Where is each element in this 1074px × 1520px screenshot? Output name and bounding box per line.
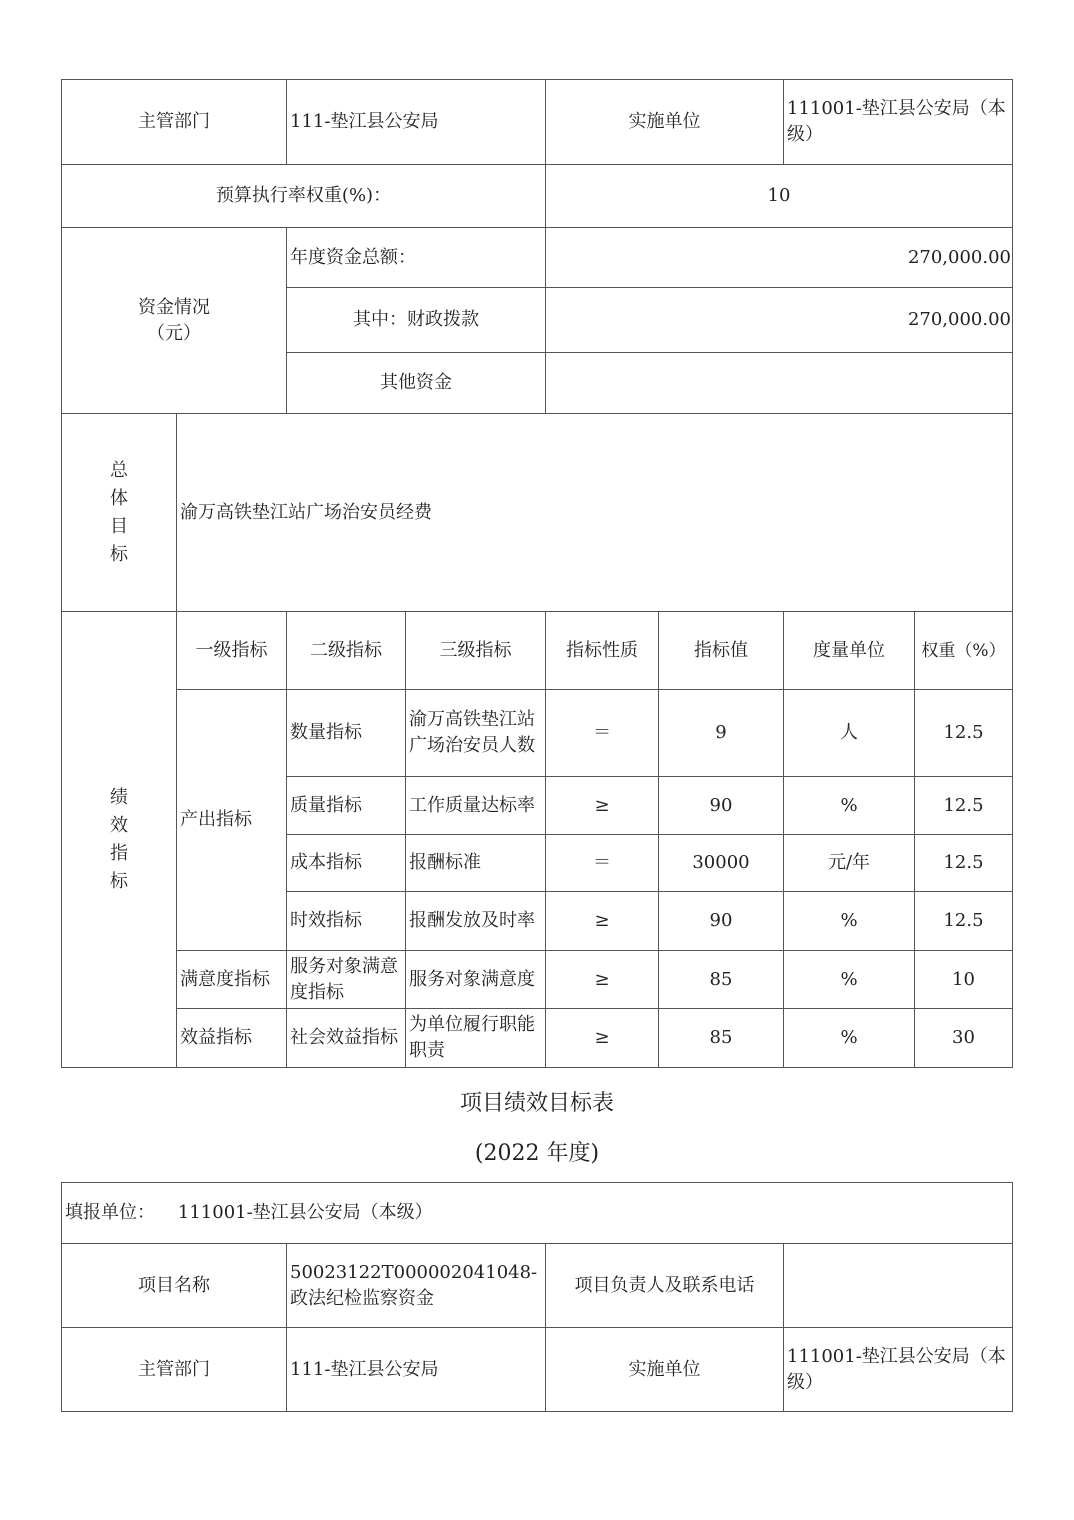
weight-cell: 10 (915, 951, 1013, 1009)
level2-cell: 服务对象满意度指标 (287, 951, 406, 1009)
label-other-funds: 其他资金 (287, 353, 546, 414)
header-value: 指标值 (659, 612, 784, 690)
level2-cell: 时效指标 (287, 892, 406, 951)
unit-cell: % (784, 951, 915, 1009)
total-funds-value: 270,000.00 (546, 228, 1013, 288)
group-output: 产出指标 (177, 690, 287, 951)
weight-cell: 12.5 (915, 777, 1013, 835)
table-row (62, 951, 1013, 1009)
level2-cell: 数量指标 (287, 690, 406, 777)
value-cell: 90 (659, 892, 784, 951)
group-benefit: 效益指标 (177, 1009, 287, 1068)
group-satisfaction: 满意度指标 (177, 951, 287, 1009)
nature-cell: ≥ (546, 892, 659, 951)
table-row (62, 1009, 1013, 1068)
label-unit: 实施单位 (546, 80, 784, 165)
page-title: 项目绩效目标表 (459, 1091, 614, 1116)
label-performance: 绩效指标 (62, 612, 177, 1068)
label-funds: 资金情况（元） (62, 228, 287, 414)
nature-cell: ＝ (546, 690, 659, 777)
nature-cell: ≥ (546, 1009, 659, 1068)
level3-cell: 报酬发放及时率 (406, 892, 546, 951)
value-cell: 85 (659, 1009, 784, 1068)
header-level2: 二级指标 (287, 612, 406, 690)
label-overall-goal: 总体目标 (62, 414, 177, 612)
header-weight: 权重（%） (915, 612, 1013, 690)
value-cell: 85 (659, 951, 784, 1009)
fiscal-funds-value: 270,000.00 (546, 288, 1013, 353)
label-dept: 主管部门 (62, 80, 287, 165)
level3-cell: 服务对象满意度 (406, 951, 546, 1009)
budget-weight-value: 10 (546, 165, 1013, 228)
label-contact: 项目负责人及联系电话 (546, 1244, 784, 1328)
level2-cell: 成本指标 (287, 835, 406, 892)
nature-cell: ＝ (546, 835, 659, 892)
label-unit-2: 实施单位 (546, 1328, 784, 1412)
header-nature: 指标性质 (546, 612, 659, 690)
header-unit: 度量单位 (784, 612, 915, 690)
level2-cell: 质量指标 (287, 777, 406, 835)
budget-table-top (61, 79, 1013, 1068)
value-cell: 90 (659, 777, 784, 835)
overall-goal-text: 渝万高铁垫江站广场治安员经费 (177, 414, 1013, 612)
dept-value-2: 111-垫江县公安局 (287, 1328, 546, 1412)
filler-row (62, 1183, 1013, 1244)
unit-cell: % (784, 1009, 915, 1068)
unit-value-2: 111001-垫江县公安局（本级） (784, 1328, 1013, 1412)
filler-label: 填报单位： (65, 1202, 155, 1223)
header-level1: 一级指标 (177, 612, 287, 690)
unit-value: 111001-垫江县公安局（本级） (784, 80, 1013, 165)
header-level3: 三级指标 (406, 612, 546, 690)
label-project-name: 项目名称 (62, 1244, 287, 1328)
filler-value: 111001-垫江县公安局（本级） (177, 1202, 433, 1223)
level3-cell: 为单位履行职能职责 (406, 1009, 546, 1068)
label-budget-weight: 预算执行率权重(%)： (62, 165, 546, 228)
contact-value (784, 1244, 1013, 1328)
value-cell: 9 (659, 690, 784, 777)
nature-cell: ≥ (546, 951, 659, 1009)
unit-cell: % (784, 892, 915, 951)
level3-cell: 渝万高铁垫江站广场治安员人数 (406, 690, 546, 777)
unit-cell: 元/年 (784, 835, 915, 892)
level3-cell: 报酬标准 (406, 835, 546, 892)
unit-cell: 人 (784, 690, 915, 777)
other-funds-value (546, 353, 1013, 414)
label-fiscal-funds: 其中：财政拨款 (287, 288, 546, 353)
project-table-bottom (61, 1182, 1013, 1412)
table-row (62, 690, 1013, 777)
label-dept-2: 主管部门 (62, 1328, 287, 1412)
level2-cell: 社会效益指标 (287, 1009, 406, 1068)
project-name-value: 50023122T000002041048-政法纪检监察资金 (287, 1244, 546, 1328)
weight-cell: 12.5 (915, 835, 1013, 892)
level3-cell: 工作质量达标率 (406, 777, 546, 835)
dept-value: 111-垫江县公安局 (287, 80, 546, 165)
weight-cell: 12.5 (915, 690, 1013, 777)
weight-cell: 12.5 (915, 892, 1013, 951)
page-subtitle-year: (2022 年度) (474, 1141, 600, 1166)
unit-cell: % (784, 777, 915, 835)
nature-cell: ≥ (546, 777, 659, 835)
weight-cell: 30 (915, 1009, 1013, 1068)
value-cell: 30000 (659, 835, 784, 892)
label-total-funds: 年度资金总额： (287, 228, 546, 288)
